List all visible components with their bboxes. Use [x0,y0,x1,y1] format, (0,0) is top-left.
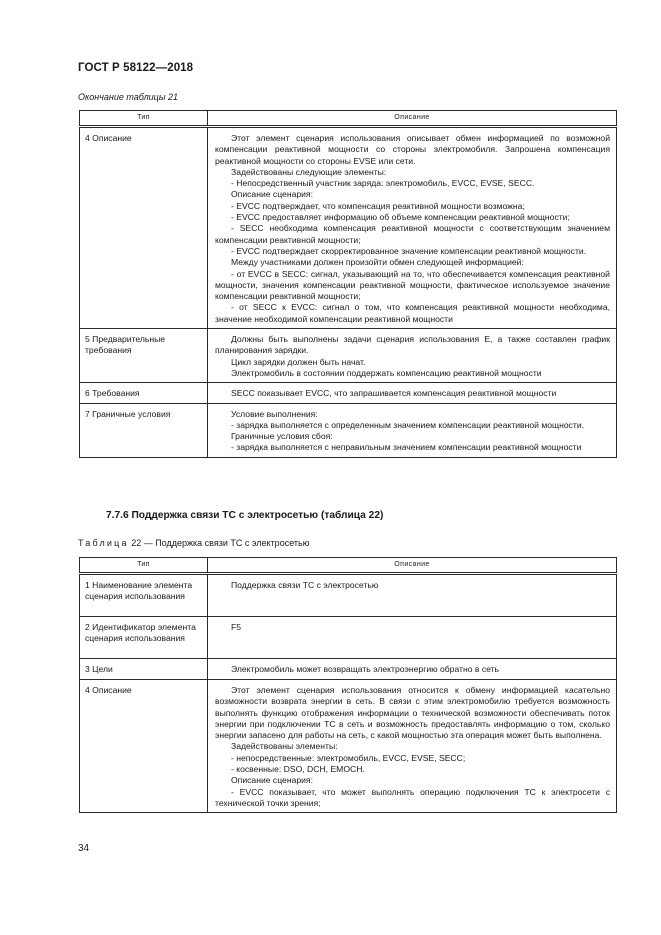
paragraph: - зарядка выполняется с неправильным значением компенсации реактивной мощности [231,442,582,453]
table-header-row [80,558,617,574]
paragraph: Электромобиль может возвращать электроэнергию обратно в сеть [231,664,500,674]
paragraph: - EVCC подтверждает скорректированное значение компенсации реактивной мощности. [231,245,587,256]
paragraph: - EVCC предоставляет информацию об объеме компенсации реактивной мощности; [231,212,570,223]
paragraph: Между участниками должен произойти обмен следующей информацией: [231,257,524,268]
section-heading: 7.7.6 Поддержка связи ТС с электросетью (таблица 22) [106,510,384,521]
table-22-caption [78,538,309,548]
paragraph: - непосредственные: электромобиль, EVCC, EVSE, SECC; [231,752,466,763]
column-header-type: Тип [80,111,208,127]
row-description [208,403,617,457]
paragraph: Этот элемент сценария использования относится к обмену информацией касательно возможности возврата энергии в сеть. В связи с этим электромобилю требуется возможность выполнять функцию отображения информации о технической возможности обеспечивать поток энергии при подключении ТС в сеть и возможность предоставлять информацию о том, сколько энергии запасено для работы на сеть, с какой мощностью эта операция может быть выполнена. [215,685,610,741]
row-type: 6 Требования [80,383,208,403]
paragraph: SECC показывает EVCC, что запрашивается компенсация реактивной мощности [231,388,557,399]
paragraph: Задействованы элементы: [231,741,338,752]
row-type: 1 Наименование элемента сценария использования [80,574,208,617]
table-caption-text: 22 — Поддержка связи ТС с электросетью [128,538,310,548]
table-row [80,574,617,617]
table-caption-prefix: Таблица [78,538,129,548]
row-type: 4 Описание [80,680,208,813]
paragraph: Должны быть выполнены задачи сценария использования E, а также составлен график планирования зарядки. [215,334,610,356]
column-header-type: Тип [80,558,208,574]
column-header-description: Описание [208,558,617,574]
row-type: 3 Цели [80,659,208,680]
table-row [80,329,617,383]
paragraph: Поддержка связи ТС с электросетью [231,580,379,590]
row-description [208,659,617,680]
paragraph: Описание сценария: [231,775,313,786]
paragraph: - SECC необходима компенсация реактивной мощности с соответствующим значением компенсации реактивной мощности; [215,223,610,245]
row-type: 2 Идентификатор элемента сценария использования [80,617,208,659]
paragraph: - зарядка выполняется с определенным значением компенсации реактивной мощности. [231,419,585,430]
paragraph: Цикл зарядки должен быть начат. [231,356,366,367]
row-type: 4 Описание [80,127,208,329]
table-row [80,127,617,329]
row-description [208,680,617,813]
row-description [208,574,617,617]
paragraph: Задействованы следующие элементы: [231,166,387,177]
paragraph: F5 [231,622,242,632]
table-row [80,659,617,680]
row-description [208,127,617,329]
table-21 [79,110,617,458]
row-type: 7 Граничные условия [80,403,208,457]
table-22 [79,557,617,813]
row-description [208,329,617,383]
paragraph: - косвенные: DSO, DCH, EMOCH. [231,764,365,775]
column-header-description: Описание [208,111,617,127]
paragraph: - от EVCC в SECC: сигнал, указывающий на то, что обеспечивается компенсация реактивной мощности, значения компенсации реактивной мощности, фактическое используемое значение компенсации реактивной мощности; [215,268,610,302]
paragraph: - Непосредственный участник заряда: электромобиль, EVCC, EVSE, SECC. [231,178,535,189]
row-description [208,383,617,403]
paragraph: - от SECC к EVCC: сигнал о том, что компенсация реактивной мощности необходима, значение необходимой компенсации реактивной мощности [215,302,610,324]
paragraph: Граничные условия сбоя: [231,431,333,442]
paragraph: Условие выполнения: [231,408,318,419]
table-header-row [80,111,617,127]
paragraph: - EVCC подтверждает, что компенсация реактивной мощности возможна; [231,200,525,211]
row-type: 5 Предварительные требования [80,329,208,383]
paragraph: Этот элемент сценария использования описывает обмен информацией по возможной компенсации реактивной мощности со стороны электромобиля. Запрошена компенсация реактивной мощности со стороны EVSE или сети. [215,133,610,166]
paragraph: Электромобиль в состоянии поддержать компенсацию реактивной мощности [231,367,542,378]
row-description [208,617,617,659]
table-row [80,403,617,457]
table-row [80,383,617,403]
paragraph: Описание сценария: [231,189,313,200]
table-row [80,680,617,813]
table-row [80,617,617,659]
document-header: ГОСТ Р 58122—2018 [78,62,194,74]
page-number: 34 [78,843,90,854]
paragraph: - EVCC показывает, что может выполнять операцию подключения ТС к электросети с технической точки зрения; [215,786,610,808]
table-21-continuation-caption: Окончание таблицы 21 [78,92,178,102]
